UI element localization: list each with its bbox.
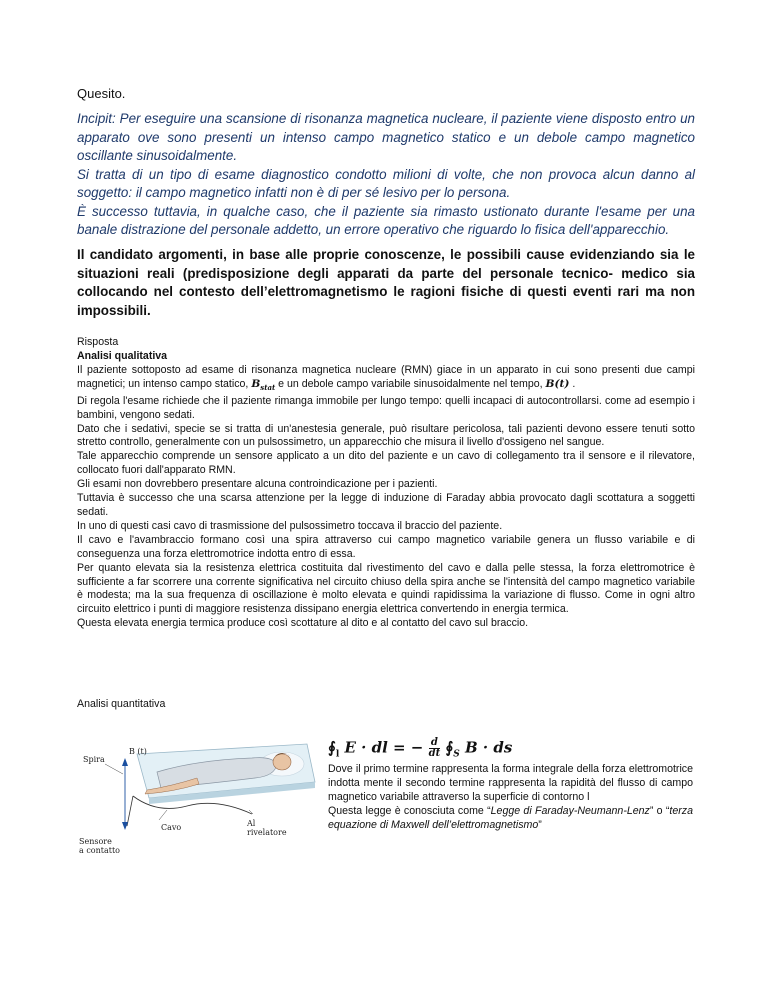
label-al: Al — [247, 819, 256, 828]
maxwell-equation-name: terza equazione di Maxwell dell’elettromagnetismo — [328, 805, 693, 831]
label-bt: B (t) — [129, 747, 147, 756]
qualitative-heading: Analisi qualitativa — [77, 349, 168, 362]
bt-arrow-head — [122, 758, 128, 766]
answer-label: Risposta — [77, 336, 119, 348]
contour-integral-symbol: ∮ — [328, 738, 336, 757]
label-a-contatto: a contatto — [79, 846, 120, 855]
formula-lhs: E · dl = − — [344, 738, 424, 757]
formula-rhs: B · ds — [465, 738, 513, 757]
quantitative-heading: Analisi quantitativa — [77, 698, 166, 710]
answer-paragraph: In uno di questi casi cavo di trasmissione del pulsossimetro toccava il braccio del paziente. — [77, 519, 503, 532]
answer-paragraph: Gli esami non dovrebbero presentare alcuna controindicazione per i pazienti. — [77, 478, 438, 491]
answer-text: Il paziente sottoposto ad esame di risonanza magnetica nucleare (RMN) giace in un apparato in cui sono presenti due campi magnetici; un intenso campo statico, — [77, 363, 695, 390]
quesito-label: Quesito. — [77, 86, 126, 101]
patient-head — [273, 754, 291, 770]
patient-mri-figure — [77, 734, 317, 874]
b-t-symbol: B(t) — [545, 377, 570, 390]
answer-paragraph: Questa elevata energia termica produce così scottature al dito e al contatto del cavo sul braccio. — [77, 617, 529, 630]
incipit-paragraph: È successo tuttavia, in qualche caso, che il paziente sia rimasto ustionato durante l'esame per una banale distrazione del personale addetto, un errore operativo che riguardo lo fisica dell'apparecchio. — [77, 203, 695, 237]
cavo-leader — [159, 810, 167, 820]
label-sensore: Sensore — [79, 837, 112, 846]
answer-paragraph: Di regola l'esame richiede che il paziente rimanga immobile per lungo tempo: quelli incapaci di autocontrollarsi. come ad esempio i bambini, vengono sedati. — [77, 394, 695, 421]
answer-paragraph: Per quanto elevata sia la resistenza elettrica costituita dal rivestimento del cavo e dalla pelle stessa, la forza elettromotrice è sufficiente a far scorrere una corrente significativa nel circuito chiuso della spira anche se l'intensità del campo magnetico variabile è modesta; ma la sua frequenza di oscillazione è molto elevata e quindi rapidissima la variazione di flusso. Come in ogni altro circuito elettrico i punti di maggiore resistenza dissipano energia elettrica convertendo in energia termica. — [77, 561, 695, 616]
law-name-paragraph: Questa legge è conosciuta come “Legge di Faraday-Neumann-Lenz” o “terza equazione di Maxwell dell’elettromagnetismo” — [328, 805, 693, 831]
incipit-paragraph: Si tratta di un tipo di esame diagnostico condotto milioni di volte, che non provoca alcun danno al soggetto: il campo magnetico infatti non è di per sé lesivo per lo persona. — [77, 166, 695, 200]
law-name: Legge di Faraday-Neumann-Lenz — [490, 805, 650, 817]
answer-text: e un debole campo variabile sinusoidalmente nel tempo, — [275, 377, 546, 390]
label-cavo: Cavo — [161, 823, 182, 832]
sensor-wire — [127, 796, 133, 826]
surface-integral-symbol: ∮ — [445, 738, 454, 757]
formula-derivative: $\frac{d}{dt}$ — [428, 737, 441, 759]
spira-leader — [105, 764, 123, 774]
answer-paragraph-1: Il paziente sottoposto ad esame di risonanza magnetica nucleare (RMN) giace in un apparato in cui sono presenti due campi magnetici; un intenso campo statico, $B_{stat}$ e un debole campo variabile sinusoidalmente nel tempo, B(t) . — [77, 363, 695, 392]
label-rivelatore: rivelatore — [247, 828, 287, 837]
task-statement: Il candidato argomenti, in base alle proprie conoscenze, le possibili cause evidenziando sia le situazioni reali (predisposizione degli apparati da parte del personale tecnico- medico sia collocando nel contesto dell’elettromagnetismo le ragioni fisiche di questi eventi rari ma non impossibili. — [77, 247, 695, 319]
answer-paragraph: Dato che i sedativi, specie se si tratta di un'anestesia generale, può risultare pericolosa, tali pazienti devono essere tenuti sotto stretto controllo, generalmente con un pulsossimetro, un apparecchio che misura il livello d'ossigeno nel sangue. — [77, 422, 695, 449]
formula-explanation-paragraph: Dove il primo termine rappresenta la forma integrale della forza elettromotrice indotta mente il secondo termine rappresenta la rapidità del flusso di campo magnetico variabile attraverso la superficie di contorno l — [328, 763, 693, 803]
faraday-formula: $∮_l$ E · dl = − $\frac{d}{dt}$ $∮_S$ B · ds — [328, 737, 513, 760]
b-stat-symbol: $B_{stat}$ — [251, 377, 276, 392]
answer-paragraph: Tuttavia è successo che una scarsa attenzione per la legge di induzione di Faraday abbia provocato dagli scottatura a soggetti sedati. — [77, 492, 695, 518]
label-spira: Spira — [83, 755, 105, 764]
answer-paragraph: Tale apparecchio comprende un sensore applicato a un dito del paziente e un cavo di collegamento tra il sensore e il rilevatore, collocato fuori dall'apparato RMN. — [77, 450, 695, 477]
answer-paragraph: Il cavo e l'avambraccio formano così una spira attraverso cui campo magnetico variabile genera un flusso variabile e di conseguenza una forza elettromotrice indotta entro di essa. — [77, 533, 695, 560]
incipit-block — [77, 110, 695, 240]
incipit-paragraph: Incipit: Per eseguire una scansione di risonanza magnetica nucleare, il paziente viene disposto entro un apparato ove sono presenti un intenso campo magnetico statico e un debole campo magnetico oscillante sinusoidalmente. — [77, 111, 695, 163]
answer-section — [77, 336, 695, 631]
formula-explanation — [328, 762, 693, 832]
